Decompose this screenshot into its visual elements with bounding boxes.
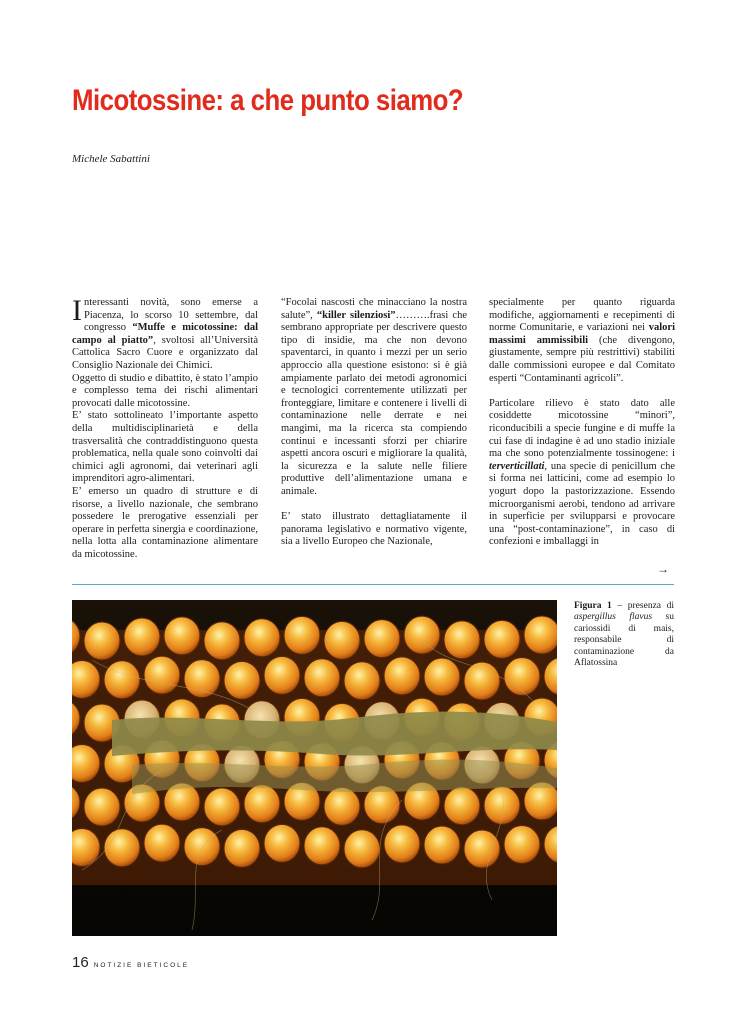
text-column-3	[489, 297, 675, 549]
species-name: aspergillus flavus	[574, 612, 653, 623]
paragraph	[72, 294, 258, 373]
caption-text: su cariossidi di mais, responsabile di contaminazione da Aflatossina	[574, 612, 674, 669]
continue-arrow-icon: →	[657, 562, 669, 576]
congress-name: “Muffe e micotossine: dal campo al piatto”	[72, 322, 258, 346]
article-author: Michele Sabattini	[72, 153, 150, 165]
figure-caption	[574, 601, 674, 669]
drop-cap: I	[72, 294, 82, 327]
paragraph-text: specialmente per quanto riguarda modifiche, aggiornamenti e recepimenti di norme Comunitarie, e variazioni nei	[489, 297, 675, 334]
paragraph: E’ stato illustrato dettagliatamente il panorama legislativo e normativo vigente, sia a livello Europeo che Nazionale,	[281, 511, 467, 548]
paragraph-text: , una specie di penicillum che si forma nei latticini, come ad esempio lo yogurt dopo la pastorizzazione. Essendo microorganismi aerobi, tendono ad arrivare in superficie per svilupparsi e provocare una “post-contaminazione”, in caso di confezioni e imballaggi in	[489, 460, 675, 548]
paragraph-text: , svoltosi all’Università Cattolica Sacro Cuore e organizzato dal Consiglio Nazionale dei Chimici.	[72, 334, 258, 371]
emphasis: valori massimi ammissibili	[489, 322, 675, 346]
text-column-1	[72, 294, 258, 561]
section-divider	[72, 584, 674, 585]
paragraph: E’ emerso un quadro di strutture e di risorse, a livello nazionale, che sembrano possedere le prerogative essenziali per operare in perfetta sinergia e coordinazione, nella lotta alla contaminazione alimentare da micotossine.	[72, 485, 258, 560]
paragraph-text: Particolare rilievo è stato dato alle cosiddette micotossine “minori”, riconducibili a specie fungine e di muffe la cui fase di indagine è ad uno stadio iniziale ma che sono potenzialmente tossinogene: i	[489, 397, 675, 460]
figure-image	[72, 600, 557, 936]
page-footer	[72, 954, 189, 971]
article-title: Micotossine: a che punto siamo?	[72, 84, 464, 117]
paragraph	[489, 398, 675, 549]
caption-text: – presenza di	[611, 601, 674, 611]
paragraph: E’ stato sottolineato l’importante aspetto della multidisciplinarietà e della trasversalità che contraddistinguono questa problematica, nella quale sono coinvolti dai chimici agli agronomi, dai veterinari agli imprenditori agro-alimentari.	[72, 410, 258, 485]
page-number: 16	[72, 954, 89, 971]
magazine-name: NOTIZIE BIETICOLE	[93, 962, 190, 969]
paragraph-text: “Focolai nascosti che minacciano la nostra salute”,	[281, 297, 467, 321]
paragraph-text: ……….frasi che sembrano appropriate per descrivere questo tipo di insidie, ma che non devono spaventarci, in quanto i mezzi per un serio approccio alla questione esistono: si è già ampiamente parlato dei metodi agronomici e tecnologici correntemente utilizzati per fronteggiare, limitare e contenere i livelli di contaminazione nelle derrate e nei mangimi, ma la ricerca sta compiendo continui e incessanti sforzi per chiarire aspetti ancora oscuri e migliorare la qualità, la sicurezza e la salute nelle filiere produttive dell’alimentazione umana e animale.	[281, 309, 467, 497]
text-column-2	[281, 297, 467, 549]
paragraph: Oggetto di studio e dibattito, è stato l’ampio e complesso tema dei rischi alimentari provocati dalle micotossine.	[72, 372, 258, 409]
emphasis: “killer silenziosi”	[316, 309, 396, 321]
figure-label: Figura 1	[574, 601, 612, 611]
paragraph	[281, 297, 467, 499]
paragraph	[489, 297, 675, 385]
emphasis: terverticillati	[489, 460, 545, 472]
paragraph-text: nteressanti novità, sono emerse a Piacenza, lo scorso 10 settembre, dal congresso	[84, 297, 258, 334]
paragraph-text: (che divengono, giustamente, sempre più restrittivi) stabiliti dalle commissioni europee e dal Comitato esperti “Contaminanti agricoli”.	[489, 334, 675, 384]
